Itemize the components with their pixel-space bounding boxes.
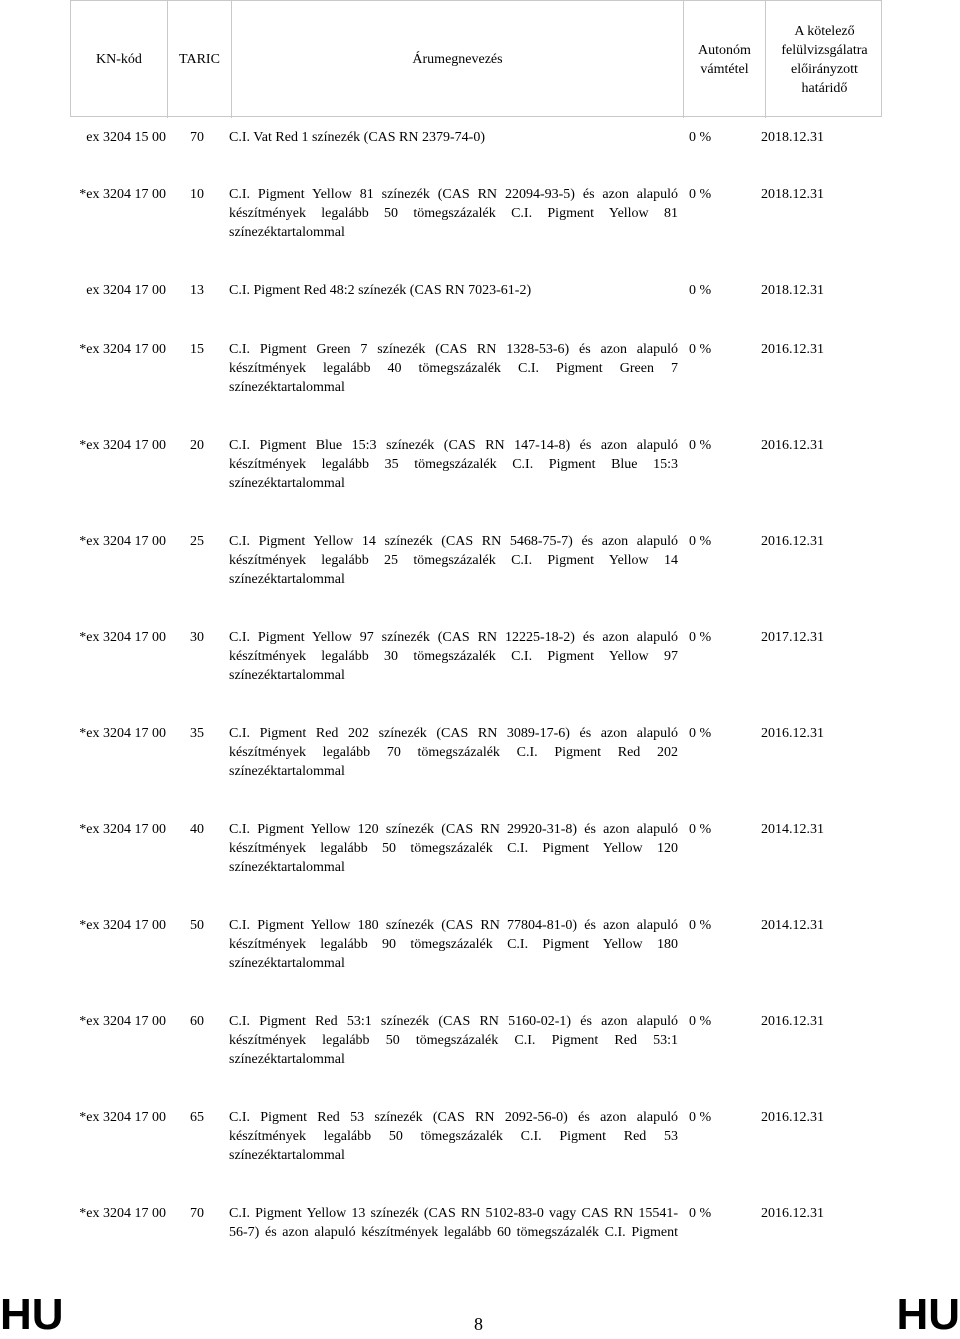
language-code-right: HU	[896, 1290, 960, 1339]
review-date: 2016.12.31	[761, 1206, 824, 1221]
duty-rate: 0 %	[689, 822, 712, 837]
kn-code: *ex 3204 17 00	[79, 1206, 166, 1221]
table-header	[70, 0, 882, 117]
kn-code: *ex 3204 17 00	[79, 918, 166, 933]
description: C.I. Pigment Red 53:1 színezék (CAS RN 5160-02-1) és azon alapuló készítmények legalább 50 tömegszázalék C.I. Pigment Red 53:1 színezéktartalommal	[229, 1014, 678, 1067]
taric-code: 10	[190, 187, 204, 202]
review-date: 2017.12.31	[761, 630, 824, 645]
header-taric: TARIC	[167, 1, 231, 118]
taric-code: 20	[190, 438, 204, 453]
review-date: 2016.12.31	[761, 342, 824, 357]
review-date: 2018.12.31	[761, 283, 824, 298]
description: C.I. Pigment Blue 15:3 színezék (CAS RN 147-14-8) és azon alapuló készítmények legalább 35 tömegszázalék C.I. Pigment Blue 15:3 színezéktartalommal	[229, 438, 678, 491]
taric-code: 25	[190, 534, 204, 549]
duty-rate: 0 %	[689, 630, 712, 645]
review-date: 2016.12.31	[761, 534, 824, 549]
taric-code: 40	[190, 822, 204, 837]
taric-code: 30	[190, 630, 204, 645]
taric-code: 15	[190, 342, 204, 357]
header-review-date: A kötelező felülvizsgálatra előirányzott határidő	[765, 1, 883, 118]
review-date: 2016.12.31	[761, 726, 824, 741]
kn-code: ex 3204 15 00	[86, 130, 166, 145]
kn-code: *ex 3204 17 00	[79, 822, 166, 837]
kn-code: *ex 3204 17 00	[79, 534, 166, 549]
description: C.I. Pigment Red 202 színezék (CAS RN 3089-17-6) és azon alapuló készítmények legalább 70 tömegszázalék C.I. Pigment Red 202 színezéktartalommal	[229, 726, 678, 779]
description: C.I. Vat Red 1 színezék (CAS RN 2379-74-0)	[229, 130, 485, 145]
description: C.I. Pigment Red 53 színezék (CAS RN 2092-56-0) és azon alapuló készítmények legalább 50 tömegszázalék C.I. Pigment Red 53 színezéktartalommal	[229, 1110, 678, 1163]
duty-rate: 0 %	[689, 342, 712, 357]
taric-code: 50	[190, 918, 204, 933]
header-kn-code: KN-kód	[96, 52, 142, 67]
description: C.I. Pigment Yellow 120 színezék (CAS RN 29920-31-8) és azon alapuló készítmények legalább 50 tömegszázalék C.I. Pigment Yellow 120 színezéktartalommal	[229, 822, 678, 875]
taric-code: 65	[190, 1110, 204, 1125]
kn-code: *ex 3204 17 00	[79, 1014, 166, 1029]
kn-code: ex 3204 17 00	[86, 283, 166, 298]
kn-code: *ex 3204 17 00	[79, 630, 166, 645]
description: C.I. Pigment Green 7 színezék (CAS RN 1328-53-6) és azon alapuló készítmények legalább 40 tömegszázalék C.I. Pigment Green 7 színezéktartalommal	[229, 342, 678, 395]
duty-rate: 0 %	[689, 283, 712, 298]
duty-rate: 0 %	[689, 187, 712, 202]
review-date: 2016.12.31	[761, 1110, 824, 1125]
duty-rate: 0 %	[689, 130, 712, 145]
kn-code: *ex 3204 17 00	[79, 438, 166, 453]
taric-code: 70	[190, 130, 204, 145]
description: C.I. Pigment Yellow 13 színezék (CAS RN 5102-83-0 vagy CAS RN 15541-56-7) és azon alapuló készítmények legalább 60 tömegszázalék C.I. Pigment	[229, 1206, 678, 1240]
review-date: 2018.12.31	[761, 130, 824, 145]
duty-rate: 0 %	[689, 534, 712, 549]
review-date: 2018.12.31	[761, 187, 824, 202]
description: C.I. Pigment Red 48:2 színezék (CAS RN 7023-61-2)	[229, 283, 532, 298]
taric-code: 13	[190, 283, 204, 298]
duty-rate: 0 %	[689, 1110, 712, 1125]
taric-code: 60	[190, 1014, 204, 1029]
duty-rate: 0 %	[689, 1014, 712, 1029]
review-date: 2014.12.31	[761, 822, 824, 837]
duty-rate: 0 %	[689, 1206, 712, 1221]
duty-rate: 0 %	[689, 918, 712, 933]
description: C.I. Pigment Yellow 97 színezék (CAS RN 12225-18-2) és azon alapuló készítmények legalább 30 tömegszázalék C.I. Pigment Yellow 97 színezéktartalommal	[229, 630, 678, 683]
duty-rate: 0 %	[689, 438, 712, 453]
kn-code: *ex 3204 17 00	[79, 726, 166, 741]
kn-code: *ex 3204 17 00	[79, 342, 166, 357]
language-code-left: HU	[0, 1290, 64, 1339]
duty-rate: 0 %	[689, 726, 712, 741]
taric-code: 35	[190, 726, 204, 741]
kn-code: *ex 3204 17 00	[79, 187, 166, 202]
header-description: Árumegnevezés	[231, 1, 683, 118]
review-date: 2016.12.31	[761, 1014, 824, 1029]
description: C.I. Pigment Yellow 81 színezék (CAS RN 22094-93-5) és azon alapuló készítmények legalább 50 tömegszázalék C.I. Pigment Yellow 81 színezéktartalommal	[229, 187, 678, 240]
header-autonomous-rate: Autonóm vámtétel	[683, 1, 765, 118]
kn-code: *ex 3204 17 00	[79, 1110, 166, 1125]
page-number: 8	[474, 1314, 483, 1334]
review-date: 2016.12.31	[761, 438, 824, 453]
description: C.I. Pigment Yellow 180 színezék (CAS RN 77804-81-0) és azon alapuló készítmények legalább 90 tömegszázalék C.I. Pigment Yellow 180 színezéktartalommal	[229, 918, 678, 971]
description: C.I. Pigment Yellow 14 színezék (CAS RN 5468-75-7) és azon alapuló készítmények legalább 25 tömegszázalék C.I. Pigment Yellow 14 színezéktartalommal	[229, 534, 678, 587]
taric-code: 70	[190, 1206, 204, 1221]
review-date: 2014.12.31	[761, 918, 824, 933]
